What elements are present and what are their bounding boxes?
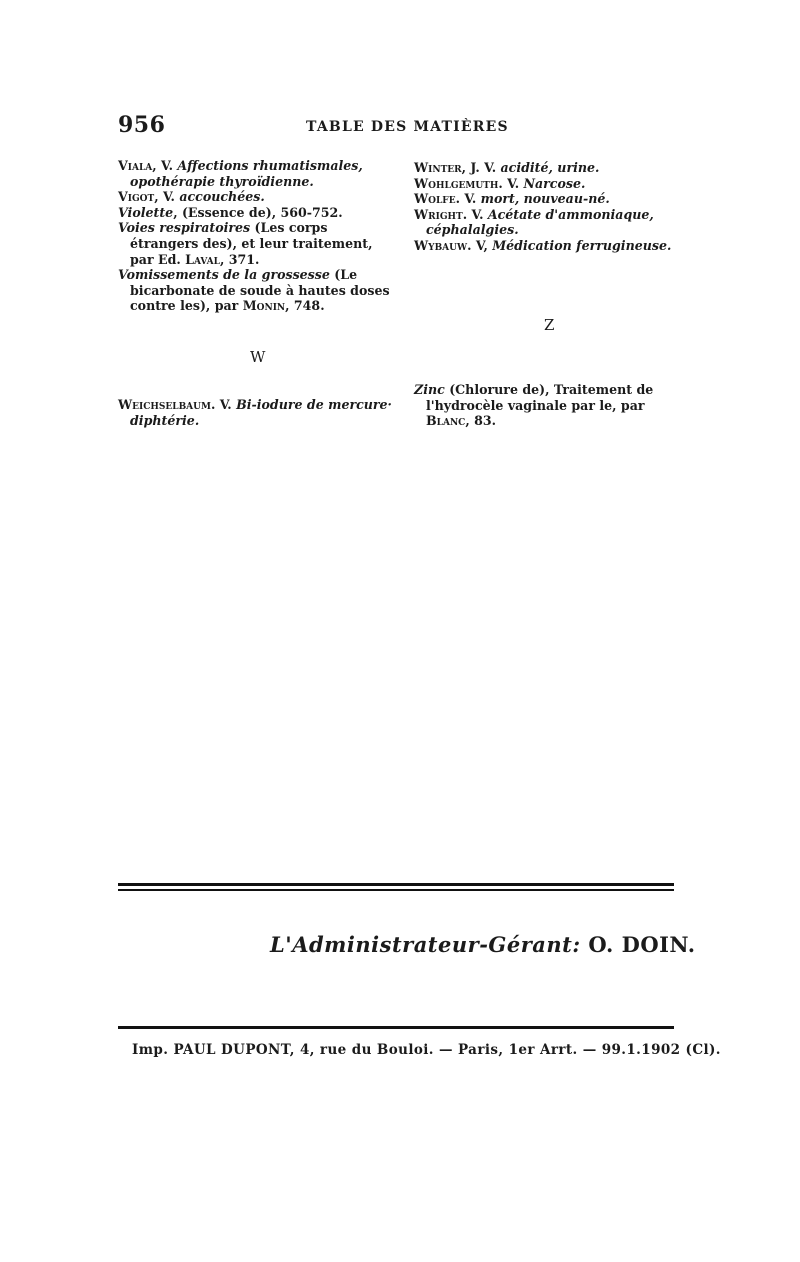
entry-subject: mort, nouveau-né. xyxy=(480,191,610,207)
entry-subject: Zinc xyxy=(414,382,445,397)
entry-page-ref: , 83. xyxy=(465,413,497,429)
entry-text: . V. xyxy=(498,175,524,191)
index-entry xyxy=(118,189,400,205)
index-entry xyxy=(414,238,686,254)
entry-text: . V, xyxy=(467,237,493,253)
index-entry xyxy=(414,382,686,429)
left-column xyxy=(118,158,400,314)
index-entry xyxy=(414,207,686,238)
entry-subject: Acétate d'ammoniaque, céphalalgies. xyxy=(426,206,654,238)
entry-text: , V. xyxy=(154,189,180,205)
right-column-section xyxy=(414,382,686,429)
right-column xyxy=(414,160,686,254)
entry-subject: Bi-iodure de mercure· diphtérie. xyxy=(130,397,392,428)
entry-text: . V. xyxy=(210,397,237,412)
entry-text: . V. xyxy=(462,206,488,222)
administrator-signature xyxy=(270,932,696,957)
entry-author: Blanc xyxy=(426,413,466,429)
entry-text: (Chlorure de), Traitement de l'hydrocèle vaginale par le, par xyxy=(426,382,654,413)
administrator-name: O. DOIN. xyxy=(588,932,696,957)
entry-text: (Les corps étrangers des), et leur traitement, par Ed. xyxy=(130,220,373,267)
index-entry xyxy=(118,158,400,189)
entry-name: Weichselbaum xyxy=(118,397,211,412)
entry-name: Vigot xyxy=(118,189,155,205)
index-entry xyxy=(414,176,686,192)
entry-name: Wolfe xyxy=(414,191,456,207)
entry-name: Wohlgemuth xyxy=(414,175,499,191)
running-header: TABLE DES MATIÈRES xyxy=(306,119,509,135)
entry-subject: Médication ferrugineuse. xyxy=(492,237,672,253)
entry-subject: acidité, urine. xyxy=(500,160,600,175)
entry-name: Viala xyxy=(118,158,153,173)
entry-text: , (Essence de), 560-752. xyxy=(173,204,343,220)
index-entry xyxy=(414,191,686,207)
entry-page-ref: , 748. xyxy=(285,298,325,314)
entry-subject: Affections rhumatismales, opothérapie thyroïdienne. xyxy=(130,158,363,189)
entry-subject: Violette xyxy=(118,204,174,220)
entry-subject: Vomissements de la grossesse xyxy=(118,267,330,283)
entry-page-ref: , 371. xyxy=(219,251,260,267)
entry-subject: Narcose. xyxy=(523,175,586,191)
entry-text: (Le bicarbonate de soude à hautes doses contre les), par xyxy=(130,267,390,314)
double-rule-top xyxy=(118,883,674,886)
entry-author: Monin xyxy=(242,298,286,314)
index-entry xyxy=(118,220,400,267)
entry-name: Wright xyxy=(414,206,463,222)
entry-text: , J. V. xyxy=(461,160,501,175)
entry-name: Winter xyxy=(414,160,462,175)
entry-text: , V. xyxy=(152,158,178,173)
entry-subject: Voies respiratoires xyxy=(118,220,251,236)
index-entry xyxy=(118,205,400,221)
entry-text: . V. xyxy=(455,191,481,207)
entry-subject: accouchées. xyxy=(179,189,265,205)
double-rule-bottom xyxy=(118,889,674,891)
section-letter-z: Z xyxy=(544,316,555,334)
left-column-section xyxy=(118,397,400,428)
administrator-label: L'Administrateur-Gérant: xyxy=(270,932,581,957)
section-letter-w: W xyxy=(250,348,266,366)
index-entry xyxy=(118,267,400,314)
index-entry xyxy=(118,397,400,428)
printer-imprint: Imp. PAUL DUPONT, 4, rue du Bouloi. — Paris, 1er Arrt. — 99.1.1902 (Cl). xyxy=(132,1042,721,1058)
entry-name: Wybauw xyxy=(414,237,468,253)
footer-rule xyxy=(118,1026,674,1029)
index-entry xyxy=(414,160,686,176)
entry-author: Laval xyxy=(185,251,220,267)
page-number: 956 xyxy=(118,112,166,138)
